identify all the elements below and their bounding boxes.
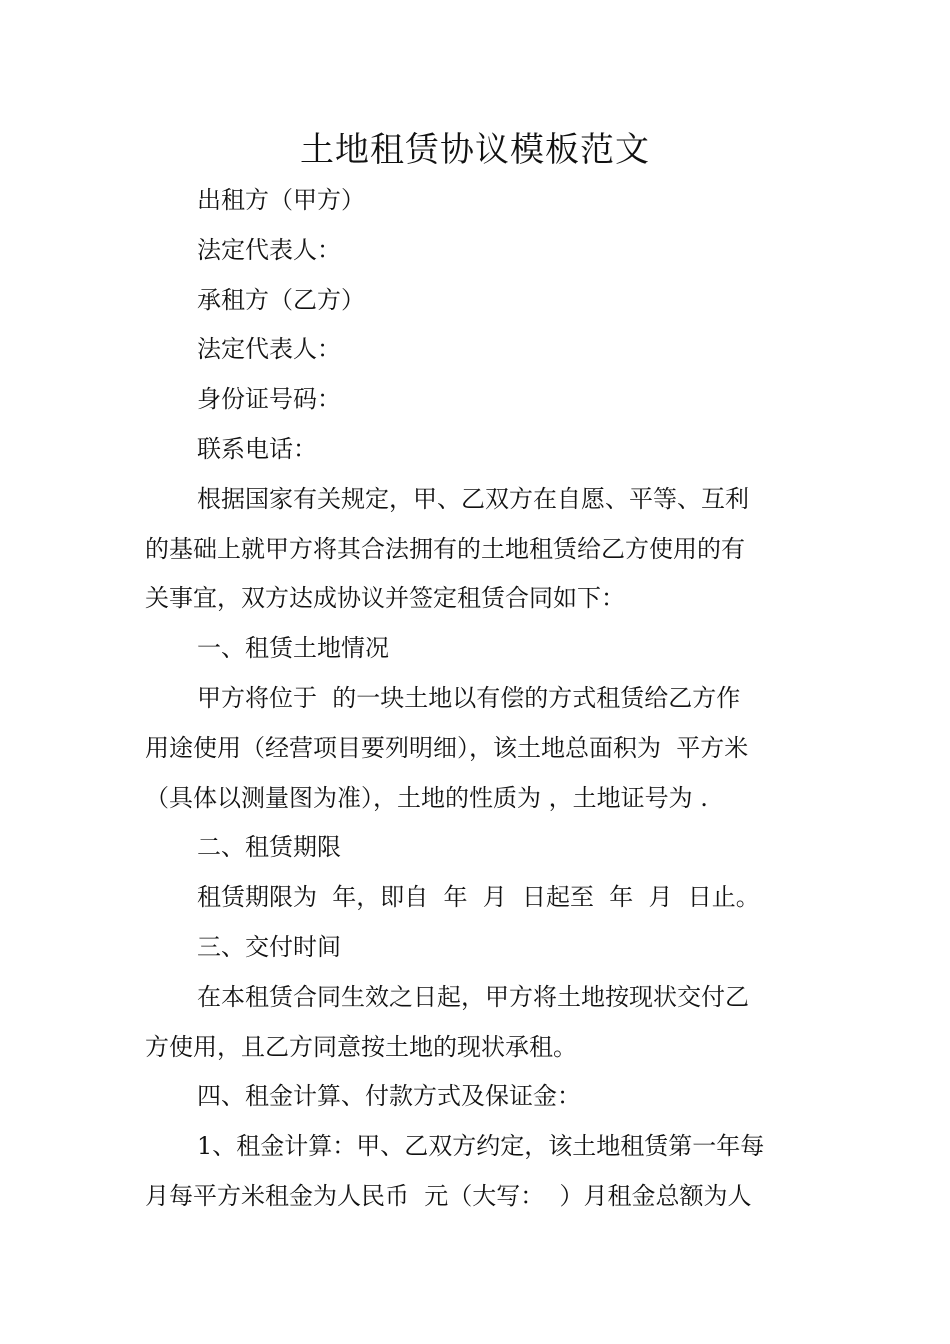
land-paragraph-line: 用途使用（经营项目要列明细），该土地总面积为 平方米 <box>145 733 749 762</box>
lessee-line: 承租方（乙方） <box>197 285 365 314</box>
section-heading: 二、租赁期限 <box>197 833 341 862</box>
phone-line: 联系电话： <box>197 434 317 463</box>
section-heading: 四、租金计算、付款方式及保证金： <box>197 1082 581 1111</box>
intro-paragraph-line: 关事宜，双方达成协议并签定租赁合同如下： <box>145 584 625 613</box>
rent-paragraph-line: 1、租金计算：甲、乙双方约定，该土地租赁第一年每 <box>197 1132 765 1161</box>
lessee-representative-line: 法定代表人： <box>197 335 341 364</box>
intro-paragraph-line: 根据国家有关规定，甲、乙双方在自愿、平等、互利 <box>197 484 749 513</box>
land-paragraph-line: （具体以测量图为准），土地的性质为 ，土地证号为 . <box>145 783 708 812</box>
land-paragraph-line: 甲方将位于 的一块土地以有偿的方式租赁给乙方作 <box>197 683 741 712</box>
section-heading: 一、租赁土地情况 <box>197 634 389 663</box>
section-heading: 三、交付时间 <box>197 932 341 961</box>
delivery-paragraph-line: 在本租赁合同生效之日起，甲方将土地按现状交付乙 <box>197 982 749 1011</box>
intro-paragraph-line: 的基础上就甲方将其合法拥有的土地租赁给乙方使用的有 <box>145 534 745 563</box>
document-body <box>145 176 810 1222</box>
document-title: 土地租赁协议模板范文 <box>300 130 650 170</box>
rent-paragraph-line: 月每平方米租金为人民币 元（大写： ）月租金总额为人 <box>145 1181 752 1210</box>
term-paragraph-line: 租赁期限为 年，即自 年 月 日起至 年 月 日止。 <box>197 883 760 912</box>
lessor-line: 出租方（甲方） <box>197 186 365 214</box>
id-number-line: 身份证号码： <box>197 385 341 414</box>
lessor-representative-line: 法定代表人： <box>197 235 341 264</box>
delivery-paragraph-line: 方使用，且乙方同意按土地的现状承租。 <box>145 1032 577 1061</box>
